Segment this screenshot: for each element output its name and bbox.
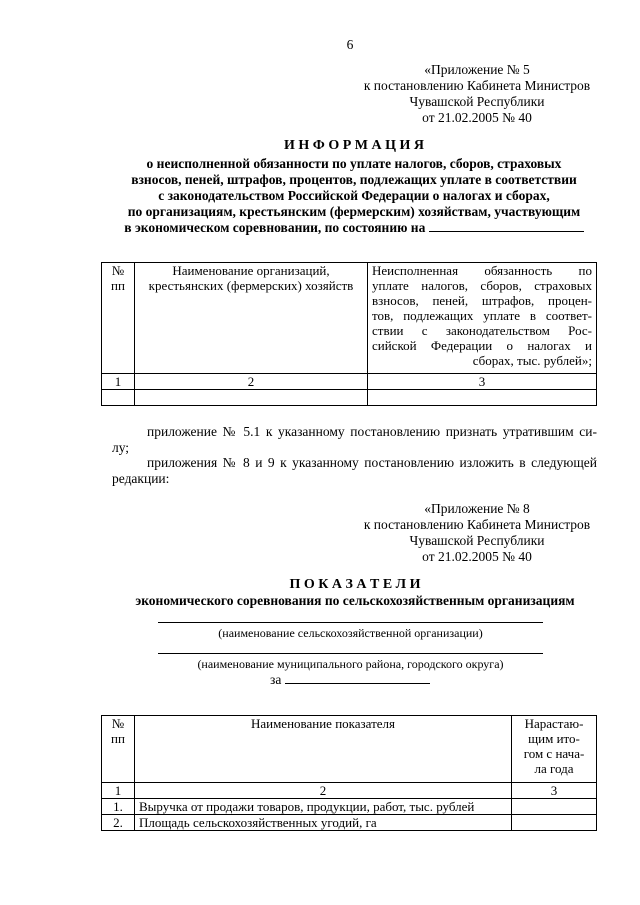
header-number-cell — [102, 716, 135, 783]
indicators-heading: П О К А З А Т Е Л И — [289, 577, 421, 592]
table-row — [102, 799, 597, 815]
information-line-1: о неисполненной обязанности по уплате налогов, сборов, страховых — [146, 156, 562, 171]
table-numbering-row — [102, 374, 597, 390]
row-indicator-name: Площадь сельскохозяйственных угодий, га — [135, 815, 512, 831]
information-title — [100, 138, 608, 236]
header-number-abbr: пп — [111, 731, 125, 746]
appendix-8-line1: «Приложение № 8 — [424, 501, 530, 516]
arrears-table — [101, 262, 597, 406]
header-cumulative-line1: Нарастаю- — [524, 716, 584, 731]
paragraph-1-line2: лу; — [112, 440, 130, 455]
header-name-line2: крестьянских (фермерских) хозяйств — [148, 278, 354, 293]
header-cumulative-cell — [512, 716, 597, 783]
district-blank-line — [158, 653, 543, 654]
appendix-5-line4: от 21.02.2005 № 40 — [422, 110, 532, 125]
col-number-3: 3 — [368, 374, 597, 390]
header-arrears-line4: тов, подлежащих уплате в соответ- — [372, 308, 592, 323]
header-arrears-line2: уплате налогов, сборов, страховых — [372, 278, 592, 293]
appendix-5-reference — [352, 62, 602, 126]
appendix-8-line2: к постановлению Кабинета Министров — [363, 517, 591, 532]
information-heading: И Н Ф О Р М А Ц И Я — [284, 138, 424, 153]
col-number-3: 3 — [512, 783, 597, 799]
header-name-cell — [135, 263, 368, 374]
row-indicator-name: Выручка от продажи товаров, продукции, работ, тыс. рублей — [135, 799, 512, 815]
period-label: за — [270, 672, 282, 687]
row-number: 2. — [102, 815, 135, 831]
header-cumulative-line3: гом с нача- — [523, 746, 585, 761]
header-arrears-line7: сборах, тыс. рублей»; — [472, 353, 592, 368]
paragraph-1-line1: приложение № 5.1 к указанному постановлению признать утратившим си- — [147, 424, 597, 439]
header-arrears-line1: Неисполненная обязанность по — [372, 263, 592, 278]
appendix-5-line1: «Приложение № 5 — [424, 62, 530, 77]
indicators-title — [80, 577, 630, 609]
col-number-2: 2 — [135, 374, 368, 390]
organization-blank-line — [158, 622, 543, 623]
header-arrears-line6: сийской Федерации о налогах и — [372, 338, 592, 353]
information-line-4: по организациям, крестьянским (фермерским) хозяйствам, участвующим — [127, 204, 581, 219]
indicators-subtitle: экономического соревнования по сельскохозяйственным организациям — [135, 593, 575, 608]
header-number-abbr: пп — [111, 278, 125, 293]
header-cumulative-line4: ла года — [534, 761, 574, 776]
col-number-2: 2 — [135, 783, 512, 799]
information-line-5 — [100, 220, 608, 236]
table-numbering-row — [102, 783, 597, 799]
header-arrears-line5: ствии с законодательством Рос- — [372, 323, 592, 338]
header-arrears-line3: взносов, пеней, штрафов, процен- — [372, 293, 592, 308]
header-number-sign: № — [111, 716, 125, 731]
appendix-8-line4: от 21.02.2005 № 40 — [422, 549, 532, 564]
header-indicator-name-cell: Наименование показателя — [135, 716, 512, 783]
paragraph-2-line2: редакции: — [112, 471, 170, 486]
organization-caption: (наименование сельскохозяйственной организации) — [218, 626, 483, 640]
col-number-1: 1 — [102, 783, 135, 799]
col-number-1: 1 — [102, 374, 135, 390]
paragraph-2 — [112, 455, 597, 487]
appendix-5-line3: Чувашской Республики — [409, 94, 545, 109]
header-number-sign: № — [111, 263, 125, 278]
appendix-8-line3: Чувашской Республики — [409, 533, 545, 548]
appendix-5-line2: к постановлению Кабинета Министров — [363, 78, 591, 93]
header-name-line1: Наименование организаций, — [172, 263, 330, 278]
period-line — [270, 672, 430, 688]
table-header-row — [102, 263, 597, 374]
paragraph-2-line1: приложения № 8 и 9 к указанному постановлению изложить в следующей — [147, 455, 597, 470]
header-arrears-cell — [368, 263, 597, 374]
appendix-8-reference — [352, 501, 602, 565]
information-line-3: с законодательством Российской Федерации о налогах и сборах, — [158, 188, 550, 203]
period-blank-line — [285, 683, 430, 684]
information-line-5-text: в экономическом соревновании, по состоянию на — [124, 220, 426, 235]
table-empty-row — [102, 390, 597, 406]
row-value-cell — [512, 799, 597, 815]
header-number-cell — [102, 263, 135, 374]
table-row — [102, 815, 597, 831]
row-number: 1. — [102, 799, 135, 815]
page-number: 6 — [346, 37, 354, 52]
header-cumulative-line2: щим ито- — [528, 731, 580, 746]
row-value-cell — [512, 815, 597, 831]
date-blank-line — [429, 231, 584, 232]
table-header-row — [102, 716, 597, 783]
empty-cell — [102, 390, 135, 406]
empty-cell — [135, 390, 368, 406]
indicators-table — [101, 715, 597, 831]
district-caption: (наименование муниципального района, городского округа) — [197, 657, 504, 671]
paragraph-1 — [112, 424, 597, 456]
information-line-2: взносов, пеней, штрафов, процентов, подлежащих уплате в соответствии — [131, 172, 577, 187]
empty-cell — [368, 390, 597, 406]
